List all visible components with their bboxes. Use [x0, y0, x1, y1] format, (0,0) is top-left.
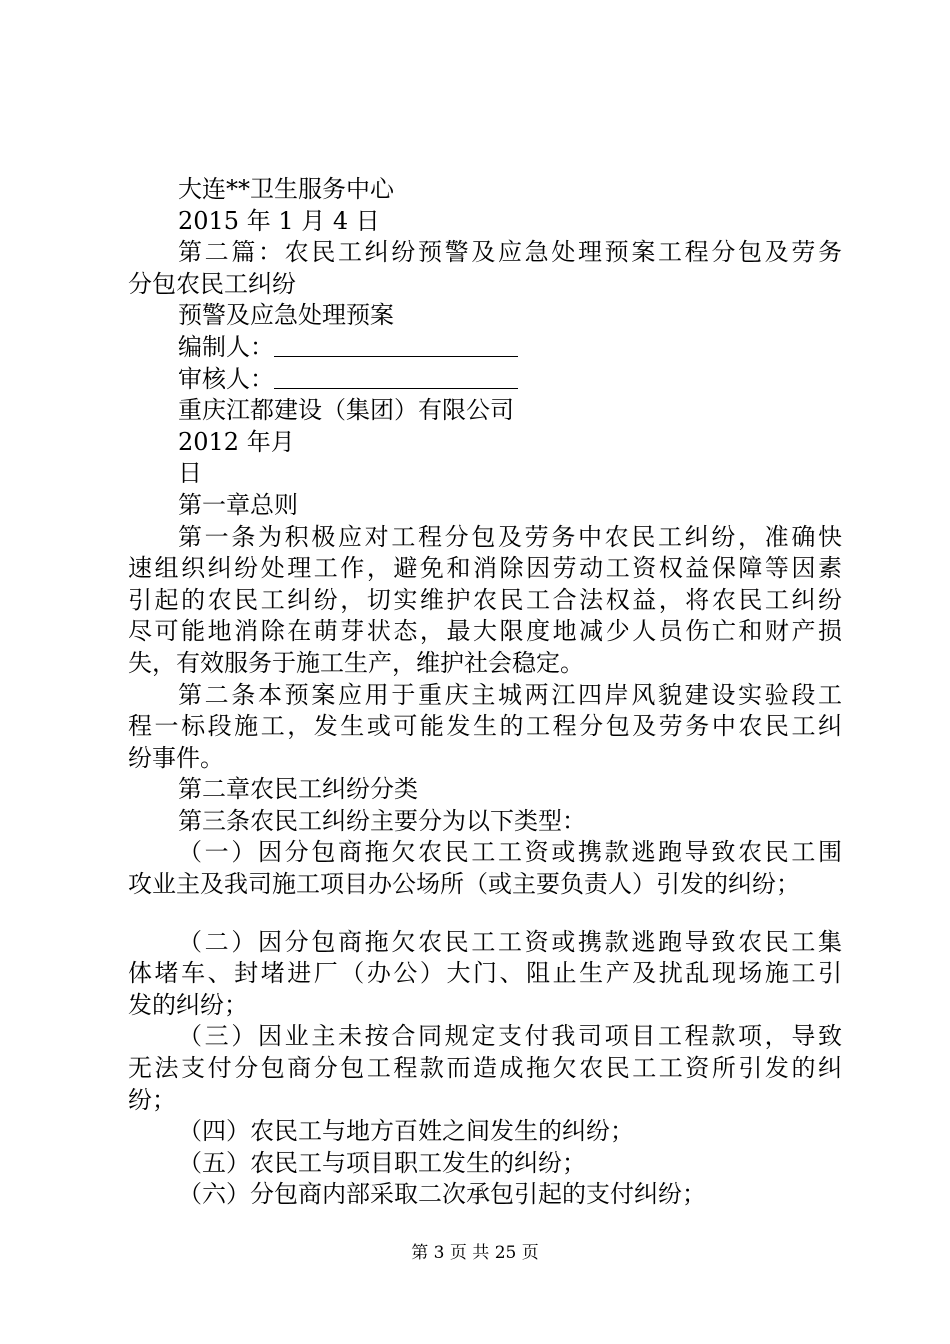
- editor-label: 编制人：: [178, 332, 274, 361]
- editor-line: [128, 332, 842, 364]
- paragraph-line: 第三条农民工纠纷主要分为以下类型：: [178, 806, 586, 835]
- paragraph-line: 速组织纠纷处理工作，避免和消除因劳动工资权益保障等因素: [128, 554, 842, 583]
- reviewer-blank: [274, 366, 518, 389]
- paragraph-line: 尽可能地消除在萌芽状态，最大限度地减少人员伤亡和财产损: [128, 617, 842, 646]
- list-item-line: 发的纠纷；: [128, 990, 248, 1019]
- section-title-line: 第二篇：农民工纠纷预警及应急处理预案工程分包及劳务: [178, 238, 842, 267]
- blank-gap: [128, 901, 842, 927]
- list-item-line: （一）因分包商拖欠农民工工资或携款逃跑导致农民工围: [178, 838, 842, 867]
- date-line: 日: [178, 459, 202, 488]
- text-line: 大连**卫生服务中心: [178, 175, 394, 203]
- paragraph-line: 纷事件。: [128, 743, 224, 772]
- paragraph-line: 引起的农民工纠纷，切实维护农民工合法权益，将农民工纠纷: [128, 585, 842, 614]
- list-item-line: （六）分包商内部采取二次承包引起的支付纠纷；: [178, 1180, 706, 1209]
- list-item-line: （二）因分包商拖欠农民工工资或携款逃跑导致农民工集: [178, 927, 842, 956]
- reviewer-label: 审核人：: [178, 364, 274, 393]
- paragraph-line: 第二条本预案应用于重庆主城两江四岸风貌建设实验段工: [178, 680, 842, 709]
- list-item-line: （四）农民工与地方百姓之间发生的纠纷；: [178, 1117, 634, 1146]
- paragraph-line: 失，有效服务于施工生产，维护社会稳定。: [128, 648, 584, 677]
- list-item-line: 无法支付分包商分包工程款而造成拖欠农民工工资所引发的纠: [128, 1054, 842, 1083]
- list-item-line: 纷；: [128, 1085, 176, 1114]
- date-line: 2012 年月: [178, 427, 295, 456]
- chapter-heading: 第一章总则: [178, 490, 298, 519]
- editor-blank: [274, 334, 518, 357]
- list-item-line: （三）因业主未按合同规定支付我司项目工程款项，导致: [178, 1022, 842, 1051]
- list-item-line: 体堵车、封堵进厂（办公）大门、阻止生产及扰乱现场施工引: [128, 959, 842, 988]
- page-footer: 第 3 页 共 25 页: [411, 1243, 539, 1263]
- list-item-line: （五）农民工与项目职工发生的纠纷；: [178, 1148, 586, 1177]
- text-line: 预警及应急处理预案: [178, 301, 394, 330]
- list-item-line: 攻业主及我司施工项目办公场所（或主要负责人）引发的纠纷；: [128, 870, 800, 899]
- paragraph-line: 程一标段施工，发生或可能发生的工程分包及劳务中农民工纠: [128, 712, 842, 741]
- chapter-heading: 第二章农民工纠纷分类: [178, 775, 418, 804]
- reviewer-line: [128, 364, 842, 396]
- document-body: [128, 174, 842, 1211]
- company-line: 重庆江都建设（集团）有限公司: [178, 396, 514, 425]
- paragraph-line: 第一条为积极应对工程分包及劳务中农民工纠纷，准确快: [178, 522, 842, 551]
- date-line: 2015 年 1 月 4 日: [178, 206, 380, 235]
- section-title-line: 分包农民工纠纷: [128, 269, 296, 298]
